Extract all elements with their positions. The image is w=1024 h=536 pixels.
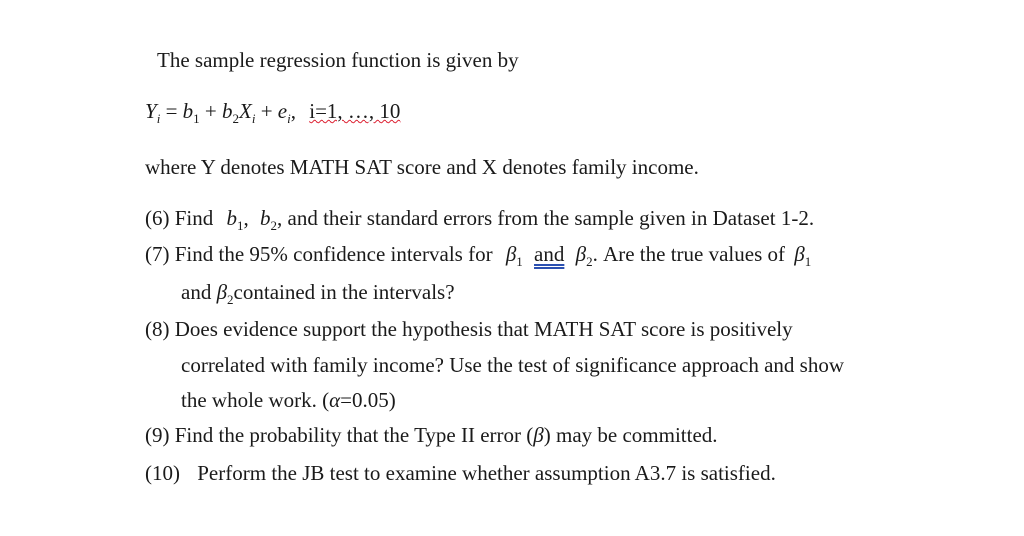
eq-comma: ,: [290, 99, 296, 123]
q6-label: (6) Find: [145, 206, 214, 230]
q8-alpha: α: [329, 388, 341, 412]
q7-beta-2: β: [575, 242, 587, 266]
q7-beta-1b-sub: 1: [804, 254, 812, 269]
q8-line3-start: the whole work. (: [181, 388, 330, 412]
eq-b2: b: [222, 99, 233, 123]
eq-e: e: [277, 99, 288, 123]
eq-b1: b: [182, 99, 194, 123]
q7-beta-1: β: [505, 242, 517, 266]
q7-beta-2b-sub: 2: [227, 292, 234, 307]
regression-equation: [145, 98, 400, 124]
eq-plus-1: +: [199, 99, 222, 123]
q6-tail: , and their standard errors from the sample given in Dataset 1-2.: [277, 206, 815, 230]
eq-plus-2: +: [255, 99, 278, 123]
q7-text: (7) Find the 95% confidence intervals for: [145, 242, 493, 266]
question-8-line-1: (8) Does evidence support the hypothesis that MATH SAT score is positively: [145, 317, 793, 341]
q6-sep: ,: [243, 206, 249, 230]
q7-and: and: [534, 242, 565, 266]
question-6: [145, 205, 814, 231]
q7-and-2: and: [181, 280, 212, 304]
eq-range: i=1, …, 10: [309, 99, 401, 123]
q8-line3-end: =0.05): [340, 388, 396, 412]
q7-line2-end: contained in the intervals?: [233, 280, 455, 304]
q7-beta-2-sub: 2: [586, 254, 593, 269]
question-10: [145, 460, 776, 486]
q7-beta-2b: β: [216, 280, 228, 304]
eq-sub-2: 2: [232, 111, 239, 126]
q9-start: (9) Find the probability that the Type II error (: [145, 423, 534, 447]
q10-text: Perform the JB test to examine whether assumption A3.7 is satisfied.: [197, 461, 776, 485]
question-8-line-2: correlated with family income? Use the test of significance approach and show: [181, 353, 845, 377]
eq-sub-i-e: i: [287, 111, 291, 126]
question-7-line-1: [145, 241, 811, 267]
eq-sub-1: 1: [193, 111, 200, 126]
q6-b1: b: [226, 206, 237, 230]
intro-text: The sample regression function is given by: [157, 48, 519, 72]
q6-b2-sub: 2: [270, 218, 277, 233]
eq-X: X: [239, 99, 252, 123]
q6-b1-sub: 1: [237, 218, 244, 233]
eq-sub-i-x: i: [251, 111, 256, 126]
eq-equals: =: [160, 99, 183, 123]
question-8-line-3: [181, 387, 396, 413]
q6-b2: b: [260, 206, 271, 230]
question-7-line-2: [181, 279, 455, 305]
eq-Y: Y: [145, 99, 157, 123]
where-text: where Y denotes MATH SAT score and X denotes family income.: [145, 155, 699, 179]
q7-beta-1b: β: [794, 242, 805, 266]
question-9: [145, 422, 718, 448]
q7-beta-1-sub: 1: [516, 254, 523, 269]
q10-num: (10): [145, 461, 180, 485]
q7-mid: . Are the true values of: [592, 242, 786, 266]
q9-end: ) may be committed.: [543, 423, 718, 447]
q9-beta: β: [533, 423, 544, 447]
eq-sub-i: i: [156, 111, 161, 126]
